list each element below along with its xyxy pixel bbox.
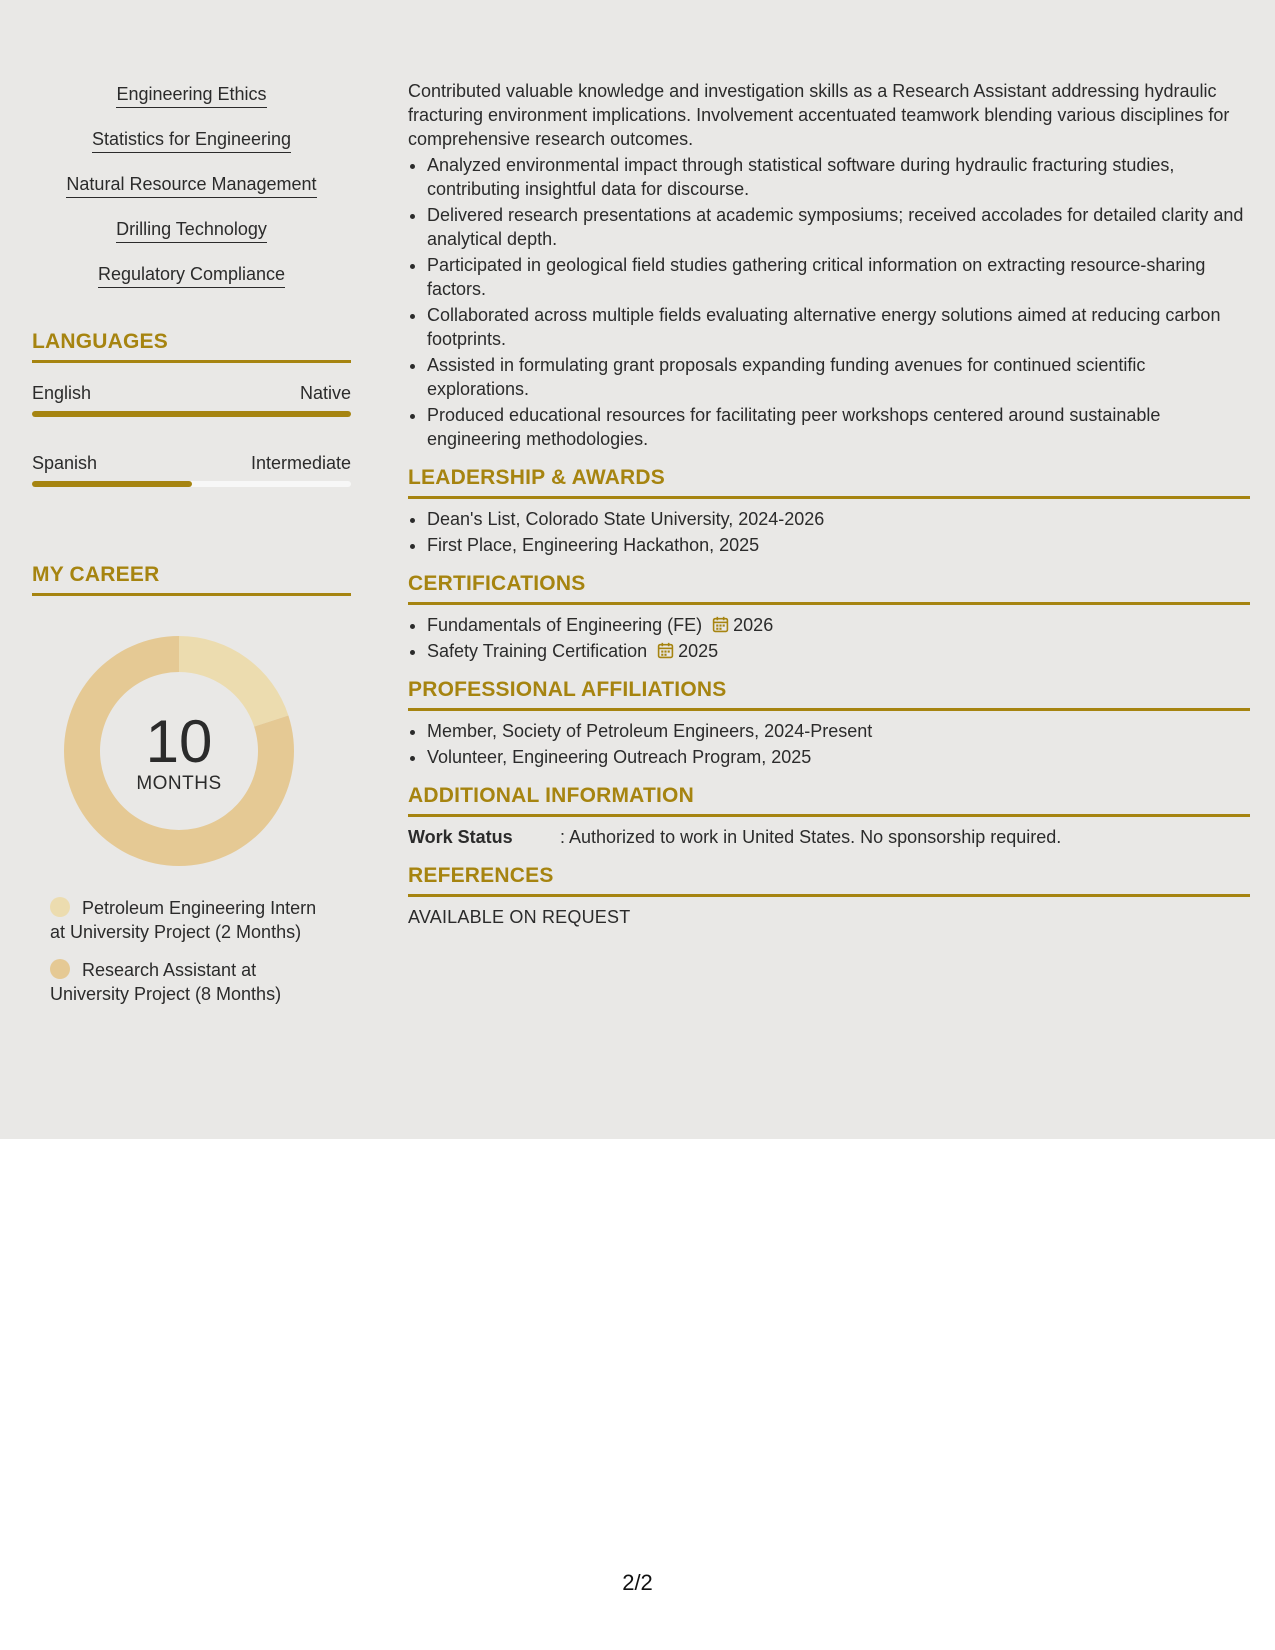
experience-bullet: • Analyzed environmental impact through statistical software during hydraulic fracturing studies, contributing insightful data for discourse.	[427, 153, 1250, 201]
career-heading: MY CAREER	[32, 561, 351, 596]
experience-bullet: • Assisted in formulating grant proposals expanding funding avenues for continued scientific explorations.	[427, 353, 1250, 401]
additional-info-heading: ADDITIONAL INFORMATION	[408, 782, 1250, 817]
experience-bullet: • Collaborated across multiple fields evaluating alternative energy solutions aimed at reducing carbon footprints.	[427, 303, 1250, 351]
career-legend	[50, 896, 335, 1006]
career-donut-chart	[64, 636, 294, 866]
experience-summary: Contributed valuable knowledge and investigation skills as a Research Assistant addressing hydraulic fracturing environment implications. Involvement accentuated teamwork blending various disciplines for comprehensive research outcomes.	[408, 81, 1230, 149]
left-column	[32, 82, 351, 1020]
language-bar-fill	[32, 481, 192, 487]
language-bar-fill	[32, 411, 351, 417]
leadership-section	[408, 464, 1250, 557]
certification-name: Fundamentals of Engineering (FE)	[427, 615, 703, 635]
references-text: AVAILABLE ON REQUEST	[408, 907, 631, 927]
legend-label: Petroleum Engineering Intern at University Project (2 Months)	[50, 898, 317, 942]
certification-item	[427, 613, 1250, 637]
certification-year: 2026	[733, 615, 774, 635]
work-status-value: : Authorized to work in United States. No sponsorship required.	[560, 827, 1062, 847]
certification-year: 2025	[678, 641, 719, 661]
legend-dot	[50, 959, 70, 979]
affiliation-item: • Volunteer, Engineering Outreach Program, 2025	[427, 745, 1250, 769]
languages-heading: LANGUAGES	[32, 328, 351, 363]
work-status-label: Work Status	[408, 827, 513, 847]
language-name: English	[32, 383, 92, 403]
course-item: Drilling Technology	[32, 217, 351, 243]
certifications-heading: CERTIFICATIONS	[408, 570, 1250, 605]
calendar-icon	[712, 616, 729, 633]
affiliations-section	[408, 676, 1250, 769]
legend-label: Research Assistant at University Project (8 Months)	[50, 960, 282, 1004]
certifications-section	[408, 570, 1250, 663]
certification-name: Safety Training Certification	[427, 641, 648, 661]
leadership-item: • First Place, Engineering Hackathon, 2025	[427, 533, 1250, 557]
affiliations-heading: PROFESSIONAL AFFILIATIONS	[408, 676, 1250, 711]
language-bar	[32, 411, 351, 417]
leadership-item: • Dean's List, Colorado State University, 2024-2026	[427, 507, 1250, 531]
language-name: Spanish	[32, 453, 98, 473]
references-section	[408, 862, 1250, 929]
legend-item	[50, 896, 335, 944]
experience-bullet: • Delivered research presentations at academic symposiums; received accolades for detailed clarity and analytical depth.	[427, 203, 1250, 251]
legend-item	[50, 958, 335, 1006]
leadership-heading: LEADERSHIP & AWARDS	[408, 464, 1250, 499]
experience-bullets	[408, 153, 1250, 451]
certification-item	[427, 639, 1250, 663]
additional-info-section	[408, 782, 1250, 849]
course-item: Engineering Ethics	[32, 82, 351, 108]
affiliation-item: • Member, Society of Petroleum Engineers, 2024-Present	[427, 719, 1250, 743]
references-heading: REFERENCES	[408, 862, 1250, 897]
right-column	[408, 79, 1250, 929]
language-level: Native	[299, 383, 351, 403]
course-item: Statistics for Engineering	[32, 127, 351, 153]
course-list	[32, 82, 351, 288]
page-number: 2/2	[622, 1570, 653, 1595]
career-unit: MONTHS	[136, 773, 222, 794]
language-spanish	[32, 451, 351, 487]
course-item: Regulatory Compliance	[32, 262, 351, 288]
language-bar	[32, 481, 351, 487]
language-english	[32, 381, 351, 417]
calendar-icon	[657, 642, 674, 659]
course-item: Natural Resource Management	[32, 172, 351, 198]
experience-bullet: • Participated in geological field studies gathering critical information on extracting resource-sharing factors.	[427, 253, 1250, 301]
career-total: 10	[145, 708, 213, 775]
experience-bullet: • Produced educational resources for facilitating peer workshops centered around sustainable engineering methodologies.	[427, 403, 1250, 451]
language-level: Intermediate	[250, 453, 351, 473]
legend-dot	[50, 897, 70, 917]
